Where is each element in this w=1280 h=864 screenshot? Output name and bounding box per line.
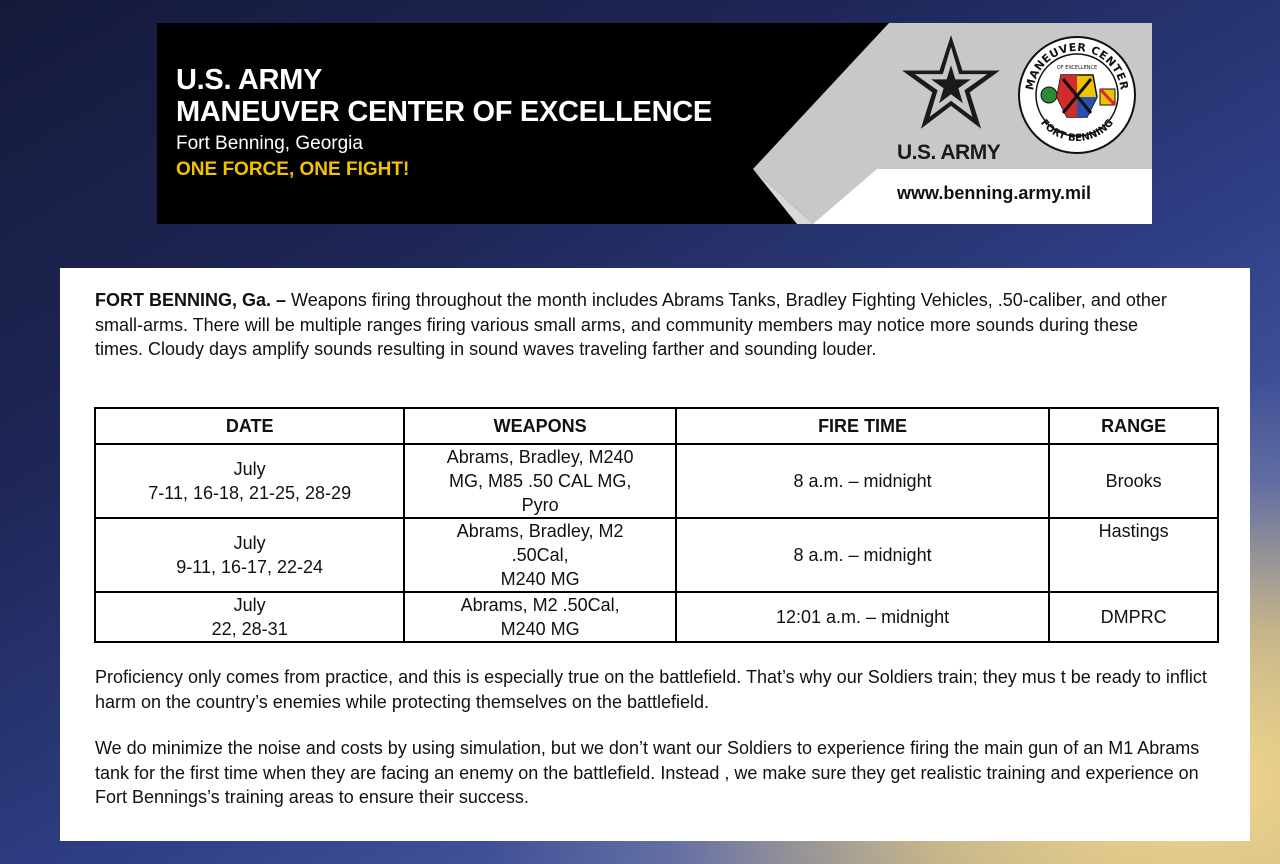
banner-line-mcoe: MANEUVER CENTER OF EXCELLENCE bbox=[176, 96, 712, 128]
cell-weapons bbox=[404, 518, 676, 592]
cell-range: Hastings bbox=[1049, 518, 1218, 592]
date-days: 9-11, 16-17, 22-24 bbox=[176, 557, 324, 577]
dateline: FORT BENNING, Ga. – bbox=[95, 290, 287, 310]
cell-date bbox=[95, 444, 404, 518]
weapons-line: M240 MG bbox=[500, 619, 580, 639]
weapons-line: Abrams, Bradley, M240 bbox=[446, 447, 634, 467]
cell-range: DMPRC bbox=[1049, 592, 1218, 642]
banner-tagline: ONE FORCE, ONE FIGHT! bbox=[176, 159, 410, 180]
weapons-line: Abrams, Bradley, M2 bbox=[456, 521, 624, 541]
website-link[interactable]: www.benning.army.mil bbox=[897, 183, 1092, 203]
cell-fire-time: 8 a.m. – midnight bbox=[676, 444, 1049, 518]
table-row bbox=[95, 518, 1218, 592]
army-wordmark: U.S. ARMY bbox=[897, 141, 1001, 164]
cell-weapons bbox=[404, 444, 676, 518]
intro-text: Weapons firing throughout the month includes Abrams Tanks, Bradley Fighting Vehicles, .50-caliber, and other small-arms. There will be multiple ranges firing various small arms, and community members may notice more sounds during these times. Cloudy days amplify sounds resulting in sound waves traveling farther and sounding louder. bbox=[95, 290, 1167, 359]
weapons-line: .50Cal, bbox=[511, 545, 569, 565]
date-days: 22, 28-31 bbox=[211, 619, 288, 639]
table-row bbox=[95, 592, 1218, 642]
weapons-line: MG, M85 .50 CAL MG, bbox=[448, 471, 632, 491]
intro-paragraph bbox=[95, 288, 1190, 362]
weapons-line: Pyro bbox=[521, 495, 559, 515]
banner-line-location: Fort Benning, Georgia bbox=[176, 133, 363, 154]
cell-date bbox=[95, 518, 404, 592]
banner-title-block bbox=[176, 65, 712, 183]
weapons-line: Abrams, M2 .50Cal, bbox=[460, 595, 620, 615]
banner-line-army: U.S. ARMY bbox=[176, 64, 323, 96]
firing-schedule-table bbox=[94, 407, 1219, 643]
date-month: July bbox=[233, 533, 266, 553]
table-header-row bbox=[95, 408, 1218, 444]
seal-top-text: MANEUVER CENTER bbox=[1023, 40, 1131, 92]
header-date: DATE bbox=[95, 408, 404, 444]
date-month: July bbox=[233, 459, 266, 479]
weapons-line: M240 MG bbox=[500, 569, 580, 589]
header-fire-time: FIRE TIME bbox=[676, 408, 1049, 444]
cell-fire-time: 12:01 a.m. – midnight bbox=[676, 592, 1049, 642]
date-days: 7-11, 16-18, 21-25, 28-29 bbox=[148, 483, 352, 503]
content-panel bbox=[60, 268, 1250, 841]
seal-bottom-text: FORT BENNING bbox=[1038, 117, 1116, 145]
army-star-icon bbox=[899, 31, 1003, 135]
header-range: RANGE bbox=[1049, 408, 1218, 444]
mcoe-seal-icon bbox=[1017, 35, 1137, 155]
header-banner bbox=[157, 23, 1152, 224]
header-weapons: WEAPONS bbox=[404, 408, 676, 444]
cell-range: Brooks bbox=[1049, 444, 1218, 518]
cell-weapons bbox=[404, 592, 676, 642]
proficiency-paragraph: Proficiency only comes from practice, and this is especially true on the battlefield. That’s why our Soldiers train; they mus t be ready to inflict harm on the country’s enemies while protecting themselves on the battlefield. bbox=[95, 667, 1207, 712]
simulation-paragraph: We do minimize the noise and costs by using simulation, but we don’t want our Soldiers to experience firing the main gun of an M1 Abrams tank for the first time when they are facing an enemy on the battlefield. Instead , we make sure they get realistic training and experience on Fort Bennings’s training areas to ensure their success. bbox=[95, 738, 1200, 807]
table-row bbox=[95, 444, 1218, 518]
cell-fire-time: 8 a.m. – midnight bbox=[676, 518, 1049, 592]
seal-sub-text: OF EXCELLENCE bbox=[1056, 65, 1098, 71]
cell-date bbox=[95, 592, 404, 642]
date-month: July bbox=[233, 595, 266, 615]
